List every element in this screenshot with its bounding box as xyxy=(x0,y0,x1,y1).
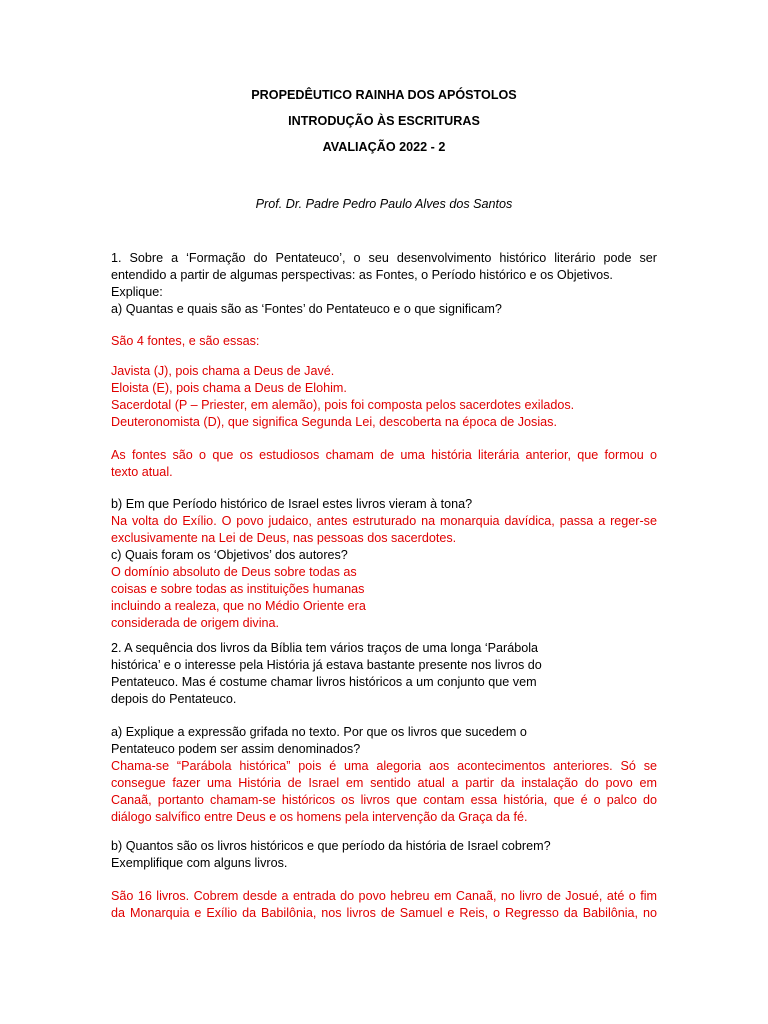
answer-line: coisas e sobre todas as instituições humanas xyxy=(111,582,365,596)
question-2a: Pentateuco podem ser assim denominados? xyxy=(111,742,361,756)
question-1-line: entendido a partir de algumas perspectivas: as Fontes, o Período histórico e os Objetivos. xyxy=(111,268,613,282)
question-1b-block xyxy=(111,496,657,632)
institution-title: PROPEDÊUTICO RAINHA DOS APÓSTOLOS xyxy=(251,88,517,102)
answer-line: Na volta do Exílio. O povo judaico, antes estruturado na monarquia davídica, passa a reger-se xyxy=(111,514,657,528)
answer-1a-intro: São 4 fontes, e são essas: xyxy=(111,334,260,348)
exam-title: AVALIAÇÃO 2022 - 2 xyxy=(322,140,446,154)
answer-line: São 16 livros. Cobrem desde a entrada do povo hebreu em Canaã, no livro de Josué, até o fim xyxy=(111,889,657,903)
question-2-line: Pentateuco. Mas é costume chamar livros históricos a um conjunto que vem xyxy=(111,675,537,689)
question-2b: Exemplifique com alguns livros. xyxy=(111,856,288,870)
question-1c: c) Quais foram os ‘Objetivos’ dos autores? xyxy=(111,548,348,562)
answer-line: exclusivamente na Lei de Deus, nas pessoas dos sacerdotes. xyxy=(111,531,457,545)
answer-line: O domínio absoluto de Deus sobre todas as xyxy=(111,565,357,579)
question-1-line: 1. Sobre a ‘Formação do Pentateuco’, o seu desenvolvimento histórico literário pode ser xyxy=(111,251,657,265)
question-2-line: depois do Pentateuco. xyxy=(111,692,237,706)
source-item: Javista (J), pois chama a Deus de Javé. xyxy=(111,364,335,378)
question-1-line: Explique: xyxy=(111,285,163,299)
answer-line: considerada de origem divina. xyxy=(111,616,280,630)
answer-line: Canaã, portanto chamam-se históricos os livros que contam essa história, que é o palco do xyxy=(111,793,657,807)
answer-line: Chama-se “Parábola histórica” pois é uma alegoria aos acontecimentos anteriores. Só se xyxy=(111,759,657,773)
answer-line: As fontes são o que os estudiosos chamam de uma história literária anterior, que formou o xyxy=(111,448,657,462)
answer-line: texto atual. xyxy=(111,465,173,479)
question-2b-block xyxy=(111,838,657,872)
source-item: Sacerdotal (P – Priester, em alemão), pois foi composta pelos sacerdotes exilados. xyxy=(111,398,575,412)
question-2-line: 2. A sequência dos livros da Bíblia tem vários traços de uma longa ‘Parábola xyxy=(111,641,539,655)
source-item: Eloista (E), pois chama a Deus de Elohim. xyxy=(111,381,347,395)
question-2-prompt xyxy=(111,640,657,708)
answer-line: da Monarquia e Exílio da Babilônia, nos livros de Samuel e Reis, o Regresso da Babilônia, no xyxy=(111,906,657,920)
answer-line: diálogo salvífico entre Deus e os homens pela intervenção da Graça da fé. xyxy=(111,810,528,824)
professor-name: Prof. Dr. Padre Pedro Paulo Alves dos Santos xyxy=(255,197,513,211)
question-2a: a) Explique a expressão grifada no texto. Por que os livros que sucedem o xyxy=(111,725,527,739)
question-2a-block xyxy=(111,724,657,826)
answer-line: incluindo a realeza, que no Médio Oriente era xyxy=(111,599,366,613)
answer-line: consegue fazer uma História de Israel em sentido atual a partir da instalação do povo em xyxy=(111,776,657,790)
question-1b: b) Em que Período histórico de Israel estes livros vieram à tona? xyxy=(111,497,473,511)
answer-1a-explanation xyxy=(111,447,657,481)
answer-2b xyxy=(111,888,657,922)
question-2b: b) Quantos são os livros históricos e que período da história de Israel cobrem? xyxy=(111,839,551,853)
question-2-line: histórica’ e o interesse pela História já estava bastante presente nos livros do xyxy=(111,658,542,672)
question-1a: a) Quantas e quais são as ‘Fontes’ do Pentateuco e o que significam? xyxy=(111,302,502,316)
question-1-prompt xyxy=(111,250,657,318)
source-item: Deuteronomista (D), que significa Segunda Lei, descoberta na época de Josias. xyxy=(111,415,557,429)
sources-list xyxy=(111,363,657,431)
course-title: INTRODUÇÃO ÀS ESCRITURAS xyxy=(288,114,480,128)
